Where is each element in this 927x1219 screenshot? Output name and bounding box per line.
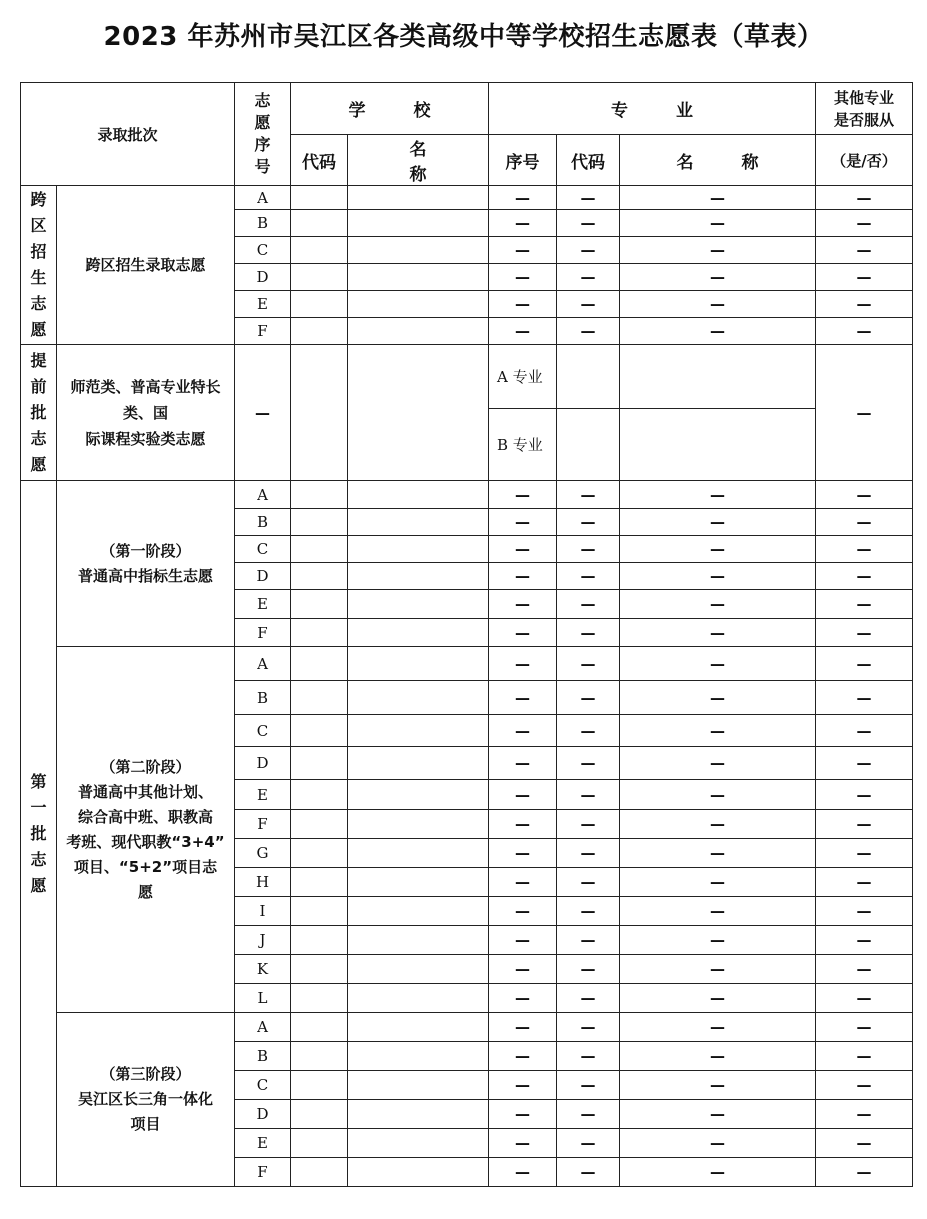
obey-cell: — bbox=[816, 318, 913, 345]
major-seq-cell: — bbox=[489, 868, 557, 897]
order-letter: A bbox=[235, 186, 291, 210]
major-code-cell: — bbox=[557, 210, 620, 237]
major-seq-cell: — bbox=[489, 681, 557, 715]
school-code-cell[interactable] bbox=[291, 1071, 348, 1100]
major-seq-cell: — bbox=[489, 715, 557, 747]
major-seq-cell: — bbox=[489, 590, 557, 619]
major-seq-cell: — bbox=[489, 210, 557, 237]
school-code-cell[interactable] bbox=[291, 681, 348, 715]
school-name-cell[interactable] bbox=[348, 1129, 489, 1158]
obey-cell: — bbox=[816, 1013, 913, 1042]
school-name-cell[interactable] bbox=[348, 810, 489, 839]
school-code-cell[interactable] bbox=[291, 563, 348, 590]
school-code-cell[interactable] bbox=[291, 318, 348, 345]
school-code-cell[interactable] bbox=[291, 1129, 348, 1158]
school-code-cell[interactable] bbox=[291, 715, 348, 747]
early-major-b-name-cell[interactable] bbox=[620, 409, 816, 481]
school-name-cell[interactable] bbox=[348, 563, 489, 590]
early-obey-cell: — bbox=[816, 345, 913, 481]
major-name-cell: — bbox=[620, 715, 816, 747]
school-code-cell[interactable] bbox=[291, 619, 348, 647]
obey-cell: — bbox=[816, 868, 913, 897]
stage-label: （第三阶段） 吴江区长三角一体化 项目 bbox=[57, 1013, 235, 1187]
major-name-cell: — bbox=[620, 681, 816, 715]
school-name-cell[interactable] bbox=[348, 955, 489, 984]
obey-cell: — bbox=[816, 780, 913, 810]
order-letter: H bbox=[235, 868, 291, 897]
obey-cell: — bbox=[816, 715, 913, 747]
order-letter: D bbox=[235, 1100, 291, 1129]
major-seq-cell: — bbox=[489, 839, 557, 868]
school-name-cell[interactable] bbox=[348, 1042, 489, 1071]
major-header: 专业 bbox=[489, 83, 816, 135]
early-major-b-code-cell[interactable] bbox=[557, 409, 620, 481]
school-name-cell[interactable] bbox=[348, 264, 489, 291]
school-code-cell[interactable] bbox=[291, 747, 348, 780]
major-seq-header: 序号 bbox=[489, 135, 557, 186]
cross-district-label: 跨区招生录取志愿 bbox=[57, 186, 235, 345]
major-code-cell: — bbox=[557, 839, 620, 868]
school-name-cell[interactable] bbox=[348, 681, 489, 715]
order-letter: E bbox=[235, 590, 291, 619]
major-name-cell: — bbox=[620, 868, 816, 897]
school-code-cell[interactable] bbox=[291, 237, 348, 264]
major-seq-cell: — bbox=[489, 481, 557, 509]
school-name-cell[interactable] bbox=[348, 318, 489, 345]
obey-cell: — bbox=[816, 1042, 913, 1071]
order-letter: C bbox=[235, 715, 291, 747]
school-code-cell[interactable] bbox=[291, 264, 348, 291]
order-letter: C bbox=[235, 536, 291, 563]
school-code-cell[interactable] bbox=[291, 291, 348, 318]
major-name-header: 名称 bbox=[620, 135, 816, 186]
school-name-cell[interactable] bbox=[348, 897, 489, 926]
major-code-cell: — bbox=[557, 984, 620, 1013]
order-letter: F bbox=[235, 318, 291, 345]
obey-cell: — bbox=[816, 590, 913, 619]
order-letter: K bbox=[235, 955, 291, 984]
major-code-cell: — bbox=[557, 186, 620, 210]
order-letter: I bbox=[235, 897, 291, 926]
obey-cell: — bbox=[816, 747, 913, 780]
early-major-a-label: A 专业 bbox=[489, 345, 557, 409]
major-code-cell: — bbox=[557, 747, 620, 780]
order-letter: B bbox=[235, 509, 291, 536]
obey-cell: — bbox=[816, 563, 913, 590]
school-name-cell[interactable] bbox=[348, 536, 489, 563]
school-name-cell[interactable] bbox=[348, 1158, 489, 1187]
major-name-cell: — bbox=[620, 1042, 816, 1071]
major-name-cell: — bbox=[620, 318, 816, 345]
major-code-cell: — bbox=[557, 536, 620, 563]
major-seq-cell: — bbox=[489, 780, 557, 810]
major-code-cell: — bbox=[557, 1129, 620, 1158]
school-name-cell[interactable] bbox=[348, 509, 489, 536]
major-name-cell: — bbox=[620, 536, 816, 563]
obey-cell: — bbox=[816, 1071, 913, 1100]
major-seq-cell: — bbox=[489, 1071, 557, 1100]
order-letter: F bbox=[235, 619, 291, 647]
school-code-cell[interactable] bbox=[291, 780, 348, 810]
school-name-cell[interactable] bbox=[348, 780, 489, 810]
major-seq-cell: — bbox=[489, 318, 557, 345]
major-code-header: 代码 bbox=[557, 135, 620, 186]
school-name-cell[interactable] bbox=[348, 481, 489, 509]
major-seq-cell: — bbox=[489, 1158, 557, 1187]
school-code-cell[interactable] bbox=[291, 926, 348, 955]
table-row bbox=[21, 481, 913, 509]
school-name-cell[interactable] bbox=[348, 926, 489, 955]
major-name-cell: — bbox=[620, 647, 816, 681]
major-name-cell: — bbox=[620, 984, 816, 1013]
school-code-cell[interactable] bbox=[291, 210, 348, 237]
major-code-cell: — bbox=[557, 1042, 620, 1071]
order-letter: C bbox=[235, 237, 291, 264]
major-seq-cell: — bbox=[489, 926, 557, 955]
obey-cell: — bbox=[816, 237, 913, 264]
school-name-cell[interactable] bbox=[348, 1100, 489, 1129]
major-code-cell: — bbox=[557, 681, 620, 715]
obey-cell: — bbox=[816, 509, 913, 536]
obey-cell: — bbox=[816, 536, 913, 563]
obey-cell: — bbox=[816, 1158, 913, 1187]
early-school-code-cell[interactable] bbox=[291, 345, 348, 481]
major-code-cell: — bbox=[557, 264, 620, 291]
major-seq-cell: — bbox=[489, 186, 557, 210]
order-letter: C bbox=[235, 1071, 291, 1100]
school-code-cell[interactable] bbox=[291, 1042, 348, 1071]
order-letter: F bbox=[235, 1158, 291, 1187]
school-code-cell[interactable] bbox=[291, 810, 348, 839]
obey-cell: — bbox=[816, 1129, 913, 1158]
school-code-cell[interactable] bbox=[291, 897, 348, 926]
major-code-cell: — bbox=[557, 810, 620, 839]
school-name-cell[interactable] bbox=[348, 984, 489, 1013]
major-name-cell: — bbox=[620, 747, 816, 780]
other-major-header: 其他专业 是否服从 bbox=[816, 83, 913, 135]
school-name-cell[interactable] bbox=[348, 647, 489, 681]
school-name-header: 名称 bbox=[348, 135, 489, 186]
school-name-cell[interactable] bbox=[348, 619, 489, 647]
major-code-cell: — bbox=[557, 647, 620, 681]
obey-cell: — bbox=[816, 291, 913, 318]
school-name-cell[interactable] bbox=[348, 1071, 489, 1100]
obey-cell: — bbox=[816, 955, 913, 984]
obey-cell: — bbox=[816, 647, 913, 681]
major-code-cell: — bbox=[557, 868, 620, 897]
major-code-cell: — bbox=[557, 897, 620, 926]
order-letter: A bbox=[235, 1013, 291, 1042]
order-letter: B bbox=[235, 210, 291, 237]
major-name-cell: — bbox=[620, 780, 816, 810]
school-header: 学校 bbox=[291, 83, 489, 135]
school-code-cell[interactable] bbox=[291, 590, 348, 619]
table-row bbox=[21, 186, 913, 210]
school-code-cell[interactable] bbox=[291, 481, 348, 509]
order-letter: E bbox=[235, 1129, 291, 1158]
school-code-cell[interactable] bbox=[291, 839, 348, 868]
school-code-cell[interactable] bbox=[291, 955, 348, 984]
major-seq-cell: — bbox=[489, 1042, 557, 1071]
major-seq-cell: — bbox=[489, 563, 557, 590]
school-code-header: 代码 bbox=[291, 135, 348, 186]
major-seq-cell: — bbox=[489, 1100, 557, 1129]
early-order-cell: — bbox=[235, 345, 291, 481]
major-code-cell: — bbox=[557, 590, 620, 619]
major-name-cell: — bbox=[620, 264, 816, 291]
order-letter: B bbox=[235, 1042, 291, 1071]
school-name-cell[interactable] bbox=[348, 186, 489, 210]
early-major-a-name-cell[interactable] bbox=[620, 345, 816, 409]
early-side-label: 提 前 批 志 愿 bbox=[21, 345, 57, 481]
order-letter: J bbox=[235, 926, 291, 955]
major-code-cell: — bbox=[557, 1013, 620, 1042]
major-code-cell: — bbox=[557, 237, 620, 264]
major-seq-cell: — bbox=[489, 509, 557, 536]
major-name-cell: — bbox=[620, 1129, 816, 1158]
obey-cell: — bbox=[816, 926, 913, 955]
school-code-cell[interactable] bbox=[291, 1013, 348, 1042]
major-seq-cell: — bbox=[489, 1129, 557, 1158]
major-code-cell: — bbox=[557, 509, 620, 536]
early-major-a-code-cell[interactable] bbox=[557, 345, 620, 409]
order-letter: D bbox=[235, 264, 291, 291]
first-batch-side-label: 第 一 批 志 愿 bbox=[21, 481, 57, 1187]
major-code-cell: — bbox=[557, 715, 620, 747]
early-school-name-cell[interactable] bbox=[348, 345, 489, 481]
school-name-cell[interactable] bbox=[348, 590, 489, 619]
obey-cell: — bbox=[816, 839, 913, 868]
major-name-cell: — bbox=[620, 186, 816, 210]
major-code-cell: — bbox=[557, 780, 620, 810]
school-code-cell[interactable] bbox=[291, 1158, 348, 1187]
stage-label: （第二阶段） 普通高中其他计划、 综合高中班、职教高 考班、现代职教“3+4” 项目、“5+2”项目志 愿 bbox=[57, 647, 235, 1013]
school-name-cell[interactable] bbox=[348, 868, 489, 897]
order-letter: B bbox=[235, 681, 291, 715]
batch-header: 录取批次 bbox=[21, 83, 235, 186]
major-name-cell: — bbox=[620, 481, 816, 509]
major-seq-cell: — bbox=[489, 955, 557, 984]
obey-cell: — bbox=[816, 984, 913, 1013]
major-code-cell: — bbox=[557, 619, 620, 647]
cross-district-side-label: 跨 区 招 生 志 愿 bbox=[21, 186, 57, 345]
school-name-cell[interactable] bbox=[348, 715, 489, 747]
major-seq-cell: — bbox=[489, 1013, 557, 1042]
major-name-cell: — bbox=[620, 897, 816, 926]
obey-cell: — bbox=[816, 810, 913, 839]
early-major-b-label: B 专业 bbox=[489, 409, 557, 481]
major-code-cell: — bbox=[557, 318, 620, 345]
early-label: 师范类、普高专业特长类、国 际课程实验类志愿 bbox=[57, 345, 235, 481]
major-name-cell: — bbox=[620, 563, 816, 590]
obey-cell: — bbox=[816, 264, 913, 291]
major-code-cell: — bbox=[557, 1158, 620, 1187]
school-code-cell[interactable] bbox=[291, 868, 348, 897]
school-name-cell[interactable] bbox=[348, 291, 489, 318]
obey-cell: — bbox=[816, 186, 913, 210]
major-name-cell: — bbox=[620, 237, 816, 264]
major-name-cell: — bbox=[620, 1158, 816, 1187]
obey-cell: — bbox=[816, 210, 913, 237]
major-seq-cell: — bbox=[489, 237, 557, 264]
school-code-cell[interactable] bbox=[291, 186, 348, 210]
major-name-cell: — bbox=[620, 926, 816, 955]
major-name-cell: — bbox=[620, 1071, 816, 1100]
table-row bbox=[21, 1013, 913, 1042]
major-name-cell: — bbox=[620, 1100, 816, 1129]
major-name-cell: — bbox=[620, 210, 816, 237]
major-seq-cell: — bbox=[489, 536, 557, 563]
major-seq-cell: — bbox=[489, 984, 557, 1013]
stage-label: （第一阶段） 普通高中指标生志愿 bbox=[57, 481, 235, 647]
obey-cell: — bbox=[816, 1100, 913, 1129]
major-code-cell: — bbox=[557, 1071, 620, 1100]
major-name-cell: — bbox=[620, 291, 816, 318]
major-code-cell: — bbox=[557, 955, 620, 984]
school-name-cell[interactable] bbox=[348, 1013, 489, 1042]
major-seq-cell: — bbox=[489, 264, 557, 291]
major-seq-cell: — bbox=[489, 619, 557, 647]
order-letter: E bbox=[235, 780, 291, 810]
page-title: 2023 年苏州市吴江区各类高级中等学校招生志愿表（草表） bbox=[103, 22, 824, 52]
order-letter: E bbox=[235, 291, 291, 318]
major-code-cell: — bbox=[557, 291, 620, 318]
major-name-cell: — bbox=[620, 810, 816, 839]
obey-cell: — bbox=[816, 619, 913, 647]
order-letter: D bbox=[235, 747, 291, 780]
major-seq-cell: — bbox=[489, 291, 557, 318]
school-name-cell[interactable] bbox=[348, 747, 489, 780]
major-seq-cell: — bbox=[489, 897, 557, 926]
school-code-cell[interactable] bbox=[291, 984, 348, 1013]
obey-cell: — bbox=[816, 681, 913, 715]
order-letter: F bbox=[235, 810, 291, 839]
major-seq-cell: — bbox=[489, 810, 557, 839]
school-code-cell[interactable] bbox=[291, 1100, 348, 1129]
obey-cell: — bbox=[816, 897, 913, 926]
application-form-table bbox=[20, 82, 913, 1187]
table-row bbox=[21, 647, 913, 681]
table-row bbox=[21, 345, 913, 409]
major-seq-cell: — bbox=[489, 747, 557, 780]
major-name-cell: — bbox=[620, 839, 816, 868]
school-name-cell[interactable] bbox=[348, 210, 489, 237]
school-code-cell[interactable] bbox=[291, 647, 348, 681]
order-letter: L bbox=[235, 984, 291, 1013]
order-header: 志 愿 序 号 bbox=[235, 83, 291, 186]
order-letter: G bbox=[235, 839, 291, 868]
obey-cell: — bbox=[816, 481, 913, 509]
major-code-cell: — bbox=[557, 1100, 620, 1129]
school-code-cell[interactable] bbox=[291, 536, 348, 563]
major-name-cell: — bbox=[620, 955, 816, 984]
major-name-cell: — bbox=[620, 590, 816, 619]
obey-header: （是/否） bbox=[816, 135, 913, 186]
school-name-cell[interactable] bbox=[348, 839, 489, 868]
major-seq-cell: — bbox=[489, 647, 557, 681]
order-letter: D bbox=[235, 563, 291, 590]
school-name-cell[interactable] bbox=[348, 237, 489, 264]
major-name-cell: — bbox=[620, 619, 816, 647]
major-name-cell: — bbox=[620, 1013, 816, 1042]
major-code-cell: — bbox=[557, 926, 620, 955]
major-code-cell: — bbox=[557, 563, 620, 590]
school-code-cell[interactable] bbox=[291, 509, 348, 536]
order-letter: A bbox=[235, 647, 291, 681]
major-name-cell: — bbox=[620, 509, 816, 536]
order-letter: A bbox=[235, 481, 291, 509]
major-code-cell: — bbox=[557, 481, 620, 509]
